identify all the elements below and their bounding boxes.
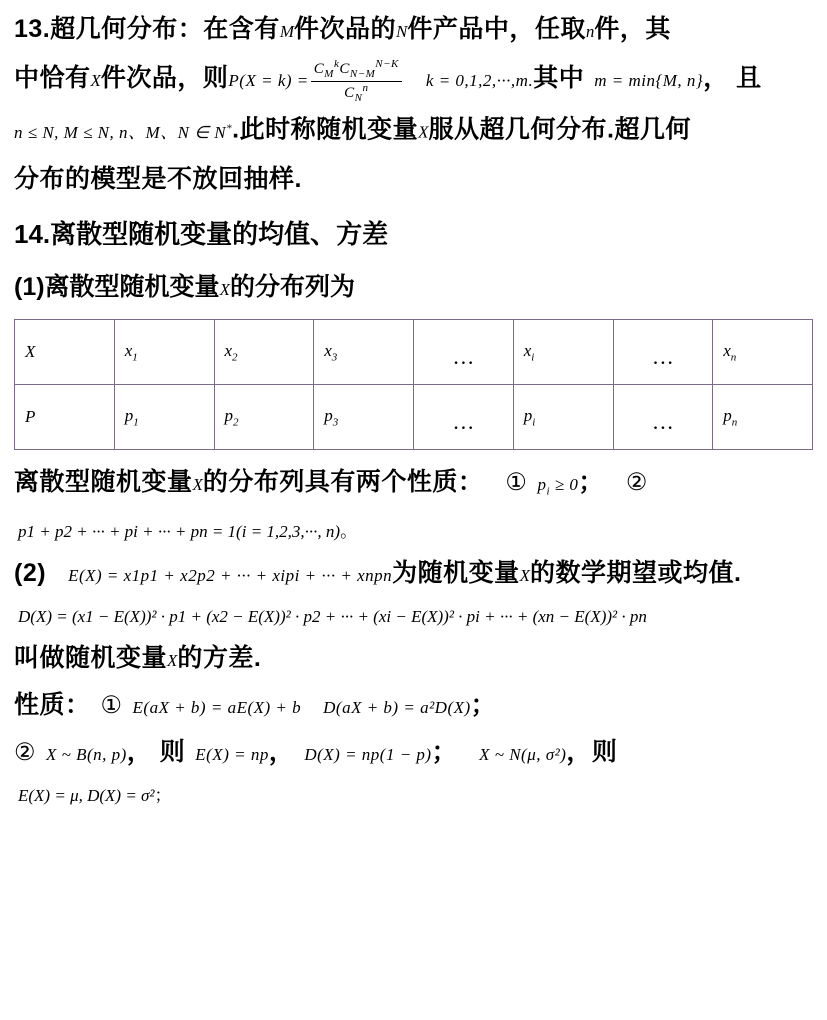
sub1-suffix: 的分布列为: [229, 272, 355, 301]
properties-lead-var: X: [192, 474, 203, 494]
table-cell-p3: $p_3$: [314, 384, 414, 449]
table-cell-p-dots-2: ···: [613, 384, 713, 449]
table-cell-p-dots-1: ···: [414, 384, 514, 449]
nature-circle-2: ②: [14, 739, 37, 767]
item-13-text-e: 中恰有: [14, 64, 91, 92]
paragraph-variance-text: [14, 636, 813, 683]
item-13-text-b: 件次品的: [293, 15, 396, 43]
nature-formula-2: D(aX + b) = a²D(X): [323, 698, 471, 718]
subheading-distribution-list: [14, 264, 813, 313]
table-cell-p1: $p_1$: [114, 384, 214, 449]
variance-formula: D(X) = (x1 − E(X))² · p1 + (x2 − E(X))² · p2 + ··· + (xi − E(X))² · pi + ··· + (xn − E(X))² · pn: [18, 607, 647, 627]
expectation-formula: E(X) = x1p1 + x2p2 + ··· + xipi + ··· + xnpn: [68, 566, 393, 586]
nature-comma: ，: [268, 738, 295, 767]
item-13-text-k: 分布的模型是不放回抽样.: [14, 164, 302, 193]
properties-semicolon: ；: [578, 467, 604, 496]
expectation-text-b: 的数学期望或均值.: [530, 559, 742, 588]
sub1-var: X: [219, 279, 230, 299]
heading-item-14: [14, 210, 813, 258]
condition-expression: n ≤ N, M ≤ N, n、M、N ∈ N*: [14, 122, 233, 142]
variance-var: X: [167, 651, 178, 671]
item-13-text-a: 在含有: [203, 15, 280, 43]
formula-m-definition: m = min{M, n}: [594, 71, 704, 90]
nature-formula-4: E(X) = np: [195, 745, 269, 765]
nature-formula-3: X ~ B(n, p): [46, 745, 127, 765]
table-cell-xn: $x_n$: [713, 319, 813, 384]
distribution-table: [14, 319, 813, 450]
property-2-formula: p1 + p2 + ··· + pi + ··· + pn = 1(i = 1,2,3,···, n)。: [18, 522, 358, 542]
table-cell-xi: $x_i$: [513, 319, 613, 384]
item-13-text-j: 服从超几何分布.超几何: [428, 115, 691, 144]
circle-number-1: ①: [505, 468, 528, 496]
nature-then-2: ，则: [566, 738, 618, 767]
item-14-number: 14.: [14, 218, 51, 249]
paragraph-item-13: [14, 6, 813, 202]
table-cell-x1: $x_1$: [114, 319, 214, 384]
var-X-2: X: [418, 122, 429, 142]
item-13-text-i: .此时称随机变量: [232, 115, 419, 144]
fraction-denominator: $C_N^n$: [311, 81, 402, 105]
nature-sep-2: ；: [431, 738, 458, 767]
nature-formula-6: X ~ N(μ, σ²): [479, 745, 567, 765]
expectation-label: (2): [14, 559, 47, 588]
table-cell-p2: $p_2$: [214, 384, 314, 449]
nature-sep-1: ；: [470, 691, 497, 720]
item-13-text-h: ， 且: [703, 64, 762, 92]
circle-number-2: ②: [625, 468, 648, 496]
properties-lead-a: 离散型随机变量: [14, 467, 193, 496]
nature-then-1: ， 则: [126, 738, 186, 767]
hypergeometric-fraction: [311, 58, 402, 104]
paragraph-nature-2: [14, 730, 813, 777]
table-cell-pi: $p_i$: [513, 384, 613, 449]
expectation-var: X: [519, 566, 531, 586]
item-13-colon: ：: [177, 15, 204, 43]
property-1-formula: $p_i \ge 0$: [537, 474, 579, 498]
nature-label: 性质：: [14, 691, 91, 720]
table-row-p: [15, 384, 813, 449]
table-cell-x-dots-2: ···: [613, 319, 713, 384]
item-13-text-c: 件产品中，任取: [407, 15, 586, 43]
nature-circle-1: ①: [100, 692, 123, 720]
item-13-number: 13.: [14, 15, 51, 43]
nature-formula-7: E(X) = μ, D(X) = σ²；: [18, 786, 172, 806]
table-cell-p-label: P: [15, 384, 115, 449]
properties-lead-b: 的分布列具有两个性质：: [202, 467, 484, 496]
var-M: M: [279, 22, 294, 41]
item-14-title: 离散型随机变量的均值、方差: [50, 218, 389, 249]
paragraph-nature-1: [14, 683, 813, 730]
table-cell-x2: $x_2$: [214, 319, 314, 384]
table-row-x: [15, 319, 813, 384]
expectation-text-a: 为随机变量: [392, 559, 520, 588]
variance-text-a: 叫做随机变量: [14, 644, 168, 673]
var-N: N: [396, 22, 408, 41]
hypergeometric-formula: P(X = k) = $\frac{C_M^kC_{N-M}^{N-K}}{C_N^n}$ k = 0,1,2,···,m.: [228, 57, 534, 104]
formula-range: k = 0,1,2,···,m.: [425, 71, 534, 90]
table-cell-x-dots-1: ···: [414, 319, 514, 384]
nature-formula-1: E(aX + b) = aE(X) + b: [132, 698, 302, 718]
var-X: X: [90, 71, 101, 90]
paragraph-expectation: [14, 551, 813, 598]
sub1-prefix: (1)离散型随机变量: [14, 272, 220, 301]
item-13-title: 超几何分布: [50, 15, 178, 43]
item-13-text-d: 件，其: [594, 15, 671, 43]
table-cell-x3: $x_3$: [314, 319, 414, 384]
paragraph-properties: [14, 460, 813, 513]
fraction-numerator: $C_M^kC_{N-M}^{N-K}$: [313, 57, 399, 80]
var-n: n: [585, 22, 595, 41]
item-13-text-g: 其中: [533, 64, 585, 92]
table-cell-pn: $p_n$: [713, 384, 813, 449]
item-13-text-f: 件次品，则: [100, 64, 229, 92]
nature-formula-5: D(X) = np(1 − p): [304, 745, 432, 765]
variance-text-b: 的方差.: [177, 644, 262, 673]
table-cell-x-label: X: [15, 319, 115, 384]
